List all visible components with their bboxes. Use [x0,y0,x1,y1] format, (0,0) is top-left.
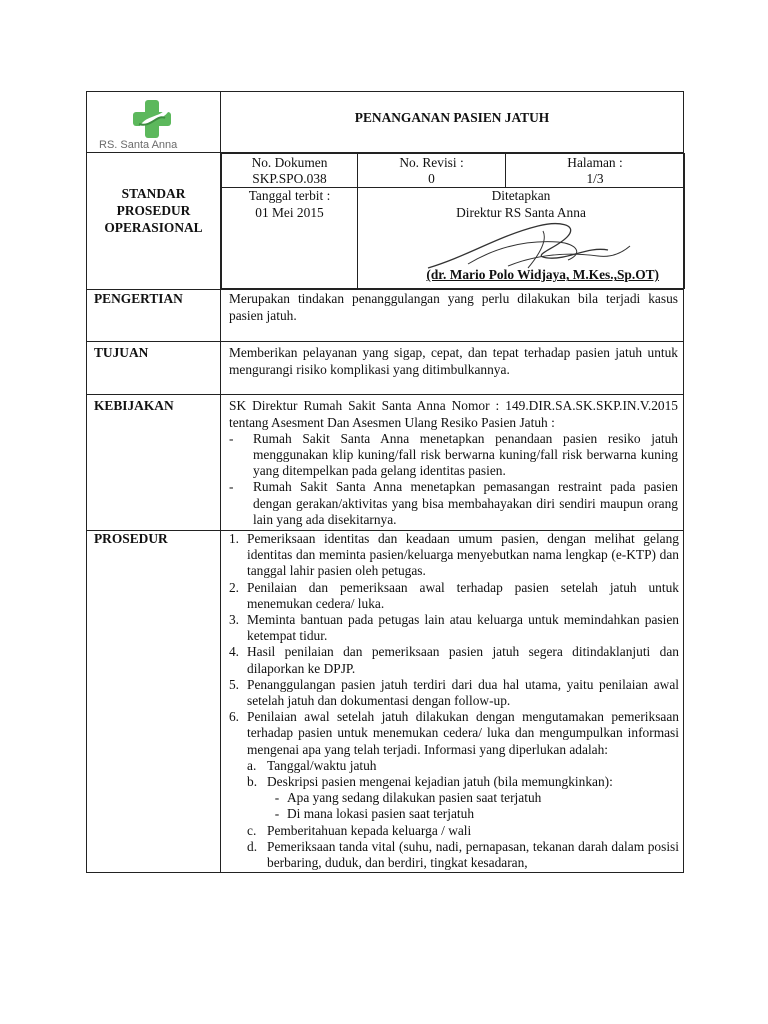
step-number: 3. [228,612,239,628]
step-text: Hasil penilaian dan pemeriksaan pasien jatuh segera ditindaklanjuti dan dilaporkan ke DPJP. [247,644,679,676]
issue-date-cell [222,188,358,289]
sub-item-number: c. [247,822,257,838]
pengertian-text: Merupakan tindakan penanggulangan yang perlu dilakukan bila terjadi kasus pasien jatuh. [221,290,684,342]
kebijakan-item-text: Rumah Sakit Santa Anna menetapkan pemasangan restraint pada pasien dengan gerakan/aktivitas yang bisa membahayakan diri sendiri maupun orang lain yang ada disekitarnya. [253,479,678,527]
step-number: 4. [228,644,239,660]
list-item [221,531,679,580]
page-value: 1/3 [586,171,604,187]
kebijakan-intro: SK Direktur Rumah Sakit Santa Anna Nomor : 149.DIR.SA.SK.SKP.IN.V.2015 tentang Asesment Dan Asesmen Ulang Resiko Pasien Jatuh : [229,398,678,430]
document-title: PENANGANAN PASIEN JATUH [221,92,684,153]
sop-table [86,91,684,873]
step-number: 5. [228,676,239,692]
kebijakan-item-text: Rumah Sakit Santa Anna menetapkan penandaan pasien resiko jatuh menggunakan klip kuning/fall risk berwarna kuning/fall risk berwarna kuning yang ditempelkan pada gelang identitas pasien. [253,430,678,479]
sub-item [247,823,679,839]
sub-sub-item-text: Apa yang sedang dilakukan pasien saat terjatuh [287,790,542,806]
doc-no-label: No. Dokumen [251,155,328,170]
prosedur-steps [221,531,679,758]
approved-by: Direktur RS Santa Anna [456,204,586,220]
logo-cell [87,92,221,153]
kebijakan-label: KEBIJAKAN [87,395,221,531]
sub-item-text: Pemeriksaan tanda vital (suhu, nadi, pernapasan, tekanan darah dalam posisi berbaring, duduk, dan berdiri, tingkat kesadaran, [267,838,679,871]
sub-item-text: Deskripsi pasien mengenai kejadian jatuh (bila memungkinkan): [267,774,613,790]
logo-text: RS. Santa Anna [99,139,178,151]
sub-item-number: d. [247,838,258,854]
sub-sub-item-text: Di mana lokasi pasien saat terjatuh [287,806,475,822]
sub-sub-item [267,790,679,806]
sop-label [87,153,221,290]
doc-info-cell [221,153,684,290]
doc-no-value: SKP.SPO.038 [252,171,327,187]
sub-item [247,758,679,774]
step-text: Meminta bantuan pada petugas lain atau keluarga untuk memindahkan pasien ketempat tidur. [247,612,679,644]
doc-no-cell [222,154,358,188]
sop-label-line: OPERASIONAL [104,220,203,235]
prosedur-label: PROSEDUR [87,531,221,873]
prosedur-content [221,531,684,873]
kebijakan-item [229,431,678,480]
dash-marker: - [229,479,234,495]
page-cell [506,154,685,188]
sub-sub-item [267,806,679,822]
dash-marker: - [274,806,280,822]
step-text: Penilaian dan pemeriksaan awal terhadap pasien setelah jatuh untuk menemukan cedera/ luka. [247,579,679,611]
kebijakan-item [229,479,678,528]
dash-marker: - [274,790,280,806]
revision-label: No. Revisi : [399,155,464,170]
step-number: 2. [228,579,239,595]
tujuan-label: TUJUAN [87,342,221,395]
list-item [221,709,679,758]
tujuan-text: Memberikan pelayanan yang sigap, cepat, dan tepat terhadap pasien jatuh untuk mengurangi risiko komplikasi yang ditimbulkannya. [221,342,684,395]
sub-item [247,839,679,871]
page-label: Halaman : [567,155,623,170]
dash-marker: - [229,430,234,446]
step-number: 6. [228,709,239,725]
revision-cell [358,154,506,188]
list-item [221,580,679,612]
sub-item-text: Pemberitahuan kepada keluarga / wali [267,822,472,838]
approved-label: Ditetapkan [491,188,551,204]
sub-item-number: a. [247,757,257,773]
revision-value: 0 [428,171,435,187]
sub-item-text: Tanggal/waktu jatuh [267,757,377,773]
sub-item-number: b. [247,774,258,790]
step-number: 1. [228,531,239,547]
sop-document [86,91,683,873]
signer-name: (dr. Mario Polo Widjaya, M.Kes.,Sp.OT) [426,267,659,283]
list-item [221,612,679,644]
step-text: Pemeriksaan identitas dan keadaan umum pasien, dengan melihat gelang identitas dan meminta pasien/keluarga menyebutkan nama lengkap (e-KTP) dan tanggal lahir pasien oleh petugas. [247,531,679,579]
sub-item [247,774,679,790]
sop-label-line: STANDAR [121,186,186,201]
approval-cell [358,188,685,289]
doc-info-table [221,153,685,289]
issue-date-value: 01 Mei 2015 [255,204,324,220]
pengertian-label: PENGERTIAN [87,290,221,342]
issue-date-label: Tanggal terbit : [248,188,331,204]
step-text: Penilaian awal setelah jatuh dilakukan dengan mengutamakan pemeriksaan terhadap pasien untuk menemukan cedera/ luka dan mengumpulkan informasi mengenai apa yang telah terjadi. Informasi yang diperlukan adalah: [247,709,679,757]
list-item [221,677,679,709]
list-item [221,644,679,676]
sop-label-line: PROSEDUR [116,203,191,218]
step-text: Penanggulangan pasien jatuh terdiri dari dua hal utama, yaitu penilaian awal setelah jatuh dan dokumentasi dengan follow-up. [247,676,679,709]
kebijakan-content [221,395,684,531]
